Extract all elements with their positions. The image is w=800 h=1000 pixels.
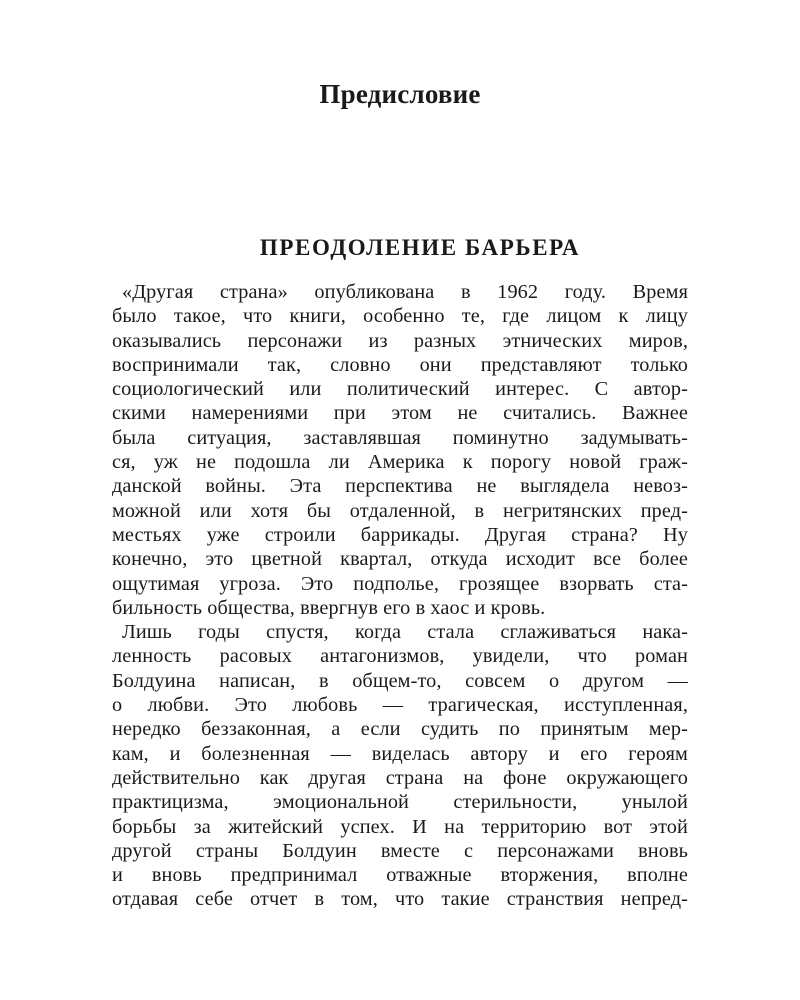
section-title: ПРЕОДОЛЕНИЕ БАРЬЕРА xyxy=(259,235,581,260)
text-line: практицизма, эмоциональной стерильности, унылой xyxy=(112,791,688,814)
text-line: скими намерениями при этом не считались. Важнее xyxy=(112,402,688,425)
text-line: данской войны. Эта перспектива не выглядела невоз- xyxy=(112,475,688,498)
text-line: Болдуина написан, в общем-то, совсем о другом — xyxy=(112,669,688,692)
text-line: другой страны Болдуин вместе с персонажами вновь xyxy=(112,839,688,862)
paragraph-2 xyxy=(112,620,688,912)
paragraph-1 xyxy=(112,280,688,620)
text-line: «Другая страна» опубликована в 1962 году. Время xyxy=(122,281,688,303)
text-line: оказывались персонажи из разных этнических миров, xyxy=(112,329,688,352)
text-line: местьях уже строили баррикады. Другая страна? Ну xyxy=(112,523,688,546)
text-line: бильность общества, ввергнув его в хаос и кровь. xyxy=(112,596,546,619)
text-line: была ситуация, заставлявшая поминутно задумывать- xyxy=(112,426,688,449)
text-line: действительно как другая страна на фоне окружающего xyxy=(112,766,688,789)
text-line: ленность расовых антагонизмов, увидели, что роман xyxy=(112,645,688,668)
text-line: ощутимая угроза. Это подполье, грозящее взорвать ста- xyxy=(112,572,688,595)
text-line: конечно, это цветной квартал, откуда исходит все более xyxy=(112,548,688,571)
text-line: социологический или политический интерес. С автор- xyxy=(112,378,688,401)
text-line: о любви. Это любовь — трагическая, исступленная, xyxy=(112,694,688,717)
text-line: и вновь предпринимал отважные вторжения, вполне xyxy=(112,864,688,887)
body-text xyxy=(112,280,688,912)
text-line: кам, и болезненная — виделась автору и его героям xyxy=(112,742,688,765)
preface-title: Предисловие xyxy=(319,79,481,109)
text-line: отдавая себе отчет в том, что такие странствия непред- xyxy=(112,888,688,911)
text-line: можной или хотя бы отдаленной, в негритянских пред- xyxy=(112,499,688,522)
text-line: было такое, что книги, особенно те, где лицом к лицу xyxy=(112,305,688,328)
text-line: нередко беззаконная, а если судить по принятым мер- xyxy=(112,718,688,741)
text-line: ся, уж не подошла ли Америка к порогу новой граж- xyxy=(112,451,688,474)
text-line: воспринимали так, словно они представляют только xyxy=(112,353,688,376)
text-line: Лишь годы спустя, когда стала сглаживаться нака- xyxy=(122,621,688,644)
text-line: борьбы за житейский успех. И на территорию вот этой xyxy=(112,815,688,838)
